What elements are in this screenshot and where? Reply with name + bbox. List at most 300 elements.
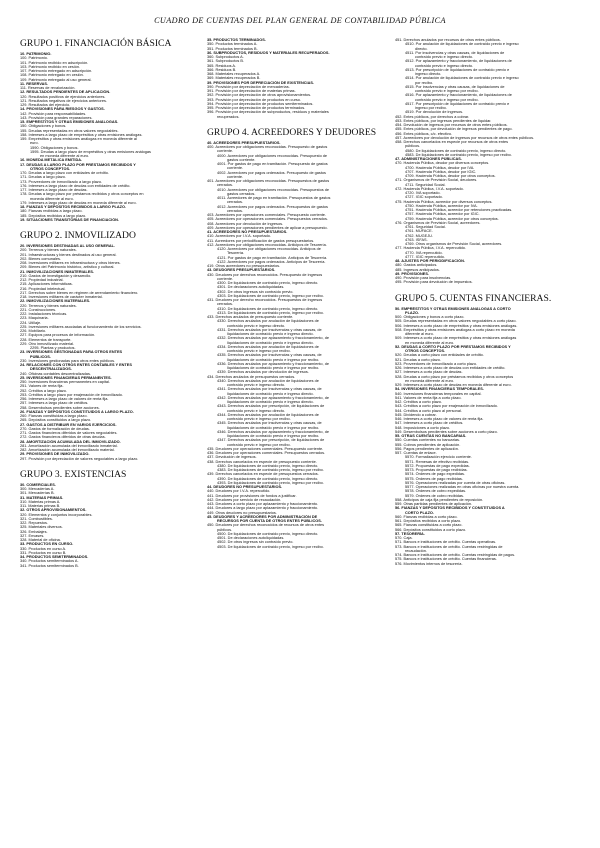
account-item: 5574. Órdenes de pago expedidas. (405, 472, 466, 477)
account-item: 4511. Por insolvencias y otras causas, de liquidaciones de (405, 50, 505, 55)
account-item: gastos cerrados. (227, 191, 256, 196)
account-item: 508. Empréstitos y otras emisiones análogas a corto plazo en moneda (395, 327, 515, 332)
group-heading: GRUPO 1. FINANCIACIÓN BÁSICA (20, 38, 172, 49)
account-item: 4727. IGIC soportado. (405, 195, 443, 200)
account-item: corriente. (227, 166, 244, 171)
account-item: 4344. Derechos anulados por anulación de liquidaciones de (217, 412, 319, 417)
account-item: 253. Créditos a largo plazo por enajenación de inmovilizado. (20, 392, 123, 397)
account-subgroup: 14. PROVISIONES PARA RIESGOS Y GASTOS. (20, 107, 105, 112)
account-item: 103. Patrimonio recibido en cesión. (20, 64, 81, 69)
account-item: 100. Patrimonio. (20, 56, 48, 61)
account-item: 4346. Derechos anulados por aplazamiento y fraccionamiento, de (217, 429, 329, 434)
account-item: 120. Resultados positivos de ejercicios anteriores. (20, 94, 106, 99)
account-item: liquidaciones de contraído previo e ingreso directo. (227, 332, 314, 336)
account-item: públicos. (217, 527, 233, 532)
account-item: 200. Terrenos y bienes naturales. (20, 248, 77, 253)
account-item: 4383. De liquidaciones de contraído previo, ingreso por recibo. (217, 468, 324, 472)
account-item: 4761. Seguridad Social. (405, 225, 446, 229)
account-item: 409. Acreedores por operaciones pendientes de aplicar a presupuesto. (207, 225, 328, 230)
account-item: gastos corriente. (227, 157, 256, 162)
account-item: 310. Materias primas A. (20, 499, 61, 504)
account-subgroup: 55. OTRAS CUENTAS NO BANCARIAS. (395, 434, 467, 438)
account-item: 4341. Derechos anulados por insolvencias y otras causas, de (217, 387, 322, 392)
account-item: 4380. De liquidaciones de contraído previo, ingreso directo. (217, 463, 319, 468)
account-item: 576. Movimientos internos de tesorería. (395, 561, 463, 566)
account-item: 548. Imposiciones a corto plazo. (395, 425, 451, 430)
account-item: 393. Provisión por depreciación de productos en curso. (207, 97, 302, 102)
account-item: 485. Ingresos anticipados. (395, 267, 440, 272)
account-item: ingreso por recibo. (415, 106, 447, 110)
account-item: 457. Acreedores por devolución de ingresos por recursos de otros entes públicos. (395, 135, 535, 140)
account-item: 4519. Por devolución de ingresos. (405, 110, 464, 115)
account-item: 5577. Operaciones realizadas en otras oficinas por nuestra cuenta. (405, 485, 520, 489)
account-item: en moneda diferente al euro. (405, 378, 455, 383)
account-item: 250. Inversiones financieras permanentes en capital. (20, 380, 110, 384)
account-item: 210. Gastos de investigación y desarrollo. (20, 273, 92, 278)
account-item: 546. Intereses a corto plazo de valores de renta fija. (395, 417, 484, 421)
account-item: liquidaciones de contraído previo e ingreso directo. (227, 400, 314, 404)
account-item: 271. Gastos financieros diferidos de valores negociables. (20, 431, 118, 435)
account-item: contraído previo e ingreso por recibo. (227, 349, 291, 353)
account-item: 403. Acreedores por operaciones comerciales. Presupuesto corriente. (207, 213, 327, 217)
account-subgroup: 33. PRODUCTOS EN CURSO. (20, 542, 74, 547)
account-item: 557. Cuentas de enlace. (395, 451, 437, 455)
account-item: contraído previo e ingreso directo. (227, 383, 286, 387)
account-subgroup: 23. INVERSIONES GESTIONADAS PARA OTROS ENTES (20, 350, 123, 355)
account-item: 4762. MUGEJU. (405, 233, 433, 238)
account-subgroup: 41. ACREEDORES NO PRESUPUESTARIOS. (207, 230, 288, 234)
account-item: 300. Mercaderías A. (20, 487, 55, 491)
account-item: 4001. Por gastos de pago en tramitación. Presupuesto de gastos (217, 162, 328, 166)
account-item: 391. Provisión por depreciación de materias primas. (207, 89, 296, 93)
account-subgroup: DESCENTRALIZADOS. (30, 367, 72, 372)
account-item: 215. Aplicaciones informáticas. (20, 282, 73, 287)
account-item: contraído previo e ingreso directo. (227, 408, 286, 413)
account-item: 560. Fianzas recibidas a corto plazo. (395, 514, 458, 519)
account-subgroup: 30. COMERCIALES. (20, 482, 56, 487)
account-item: 4012. Acreedores por pagos ordenados. Presupuestos de gastos (217, 204, 328, 209)
account-item: 5572. Propuestas de pago expedidas. (405, 463, 470, 468)
account-item: 101. Patrimonio recibido en adscripción. (20, 60, 89, 65)
account-subgroup: 44. DEUDORES NO PRESUPUESTARIOS. (207, 485, 283, 489)
account-subgroup: 39. PROVISIONES POR DEPRECIACIÓN DE EXISTENCIAS. (207, 80, 315, 85)
account-item: 1595. Deudas a largo plazo de empréstitos y otras emisiones análogas (30, 149, 151, 154)
account-item: 265. Depósitos constituidos a largo plazo. (20, 418, 92, 423)
account-item: 341. Productos semiterminados B. (20, 563, 79, 568)
account-item: 5570. Formalización ejercicio corriente. (405, 455, 472, 460)
account-item: 5578. Órdenes de cobro expedidas. (405, 489, 467, 494)
account-subgroup: 12. RESULTADOS PENDIENTES DE APLICACIÓN. (20, 90, 111, 95)
account-item: 142. Provisión para responsabilidades. (20, 111, 87, 116)
account-item: 4331. Derechos anulados por insolvencias y otras causas, de (217, 327, 322, 332)
group-heading: GRUPO 5. CUENTAS FINANCIERAS. (395, 292, 552, 304)
account-item: 472. Hacienda Pública, I.V.A. soportado. (395, 186, 464, 191)
account-item: 361. Subproductos B. (207, 59, 244, 64)
account-item: 411. Acreedores por periodificación de gastos presupuestarios. (207, 238, 315, 243)
account-item: 220. Terrenos y bienes naturales. (20, 303, 77, 308)
account-item: 369. Materiales recuperados B. (207, 76, 261, 81)
account-item: 4720. IVA soportado. (405, 191, 441, 195)
account-item: 396. Provisión por depreciación de subproductos, residuos y materiales (207, 110, 329, 115)
account-item: contraído previo e ingreso directo. (415, 55, 474, 59)
account-item: 4501. De declaraciones autoliquidadas. (217, 536, 285, 540)
account-item: contraído previo e ingreso por recibo. (227, 417, 291, 421)
account-item: liquidaciones de contraído previo e ingreso directo. (227, 340, 314, 345)
account-item: 225. Inversiones militares asociadas al funcionamiento de los servicios. (20, 324, 142, 329)
account-item: 221. Construcciones. (20, 307, 57, 312)
account-item: 4010. Acreedores por obligaciones reconocidas. Presupuestos de (217, 187, 329, 192)
account-item: 201. Infraestructuras y bienes destinados al uso general. (20, 252, 117, 257)
account-subgroup: 54. INVERSIONES FINANCIERAS TEMPORALES. (395, 387, 484, 392)
account-item: 559. Otras partidas pendientes de aplicación. (395, 502, 473, 506)
account-subgroup: 36. SUBPRODUCTOS, RESIDUOS Y MATERIALES RECUPERADOS. (207, 50, 330, 55)
account-item: 365. Residuos A. (207, 63, 237, 68)
account-item: contraído previo e ingreso directo. (227, 323, 286, 328)
account-item: 521. Deudas a corto plazo. (395, 357, 441, 362)
account-item: corriente. (217, 149, 234, 154)
account-item: 218. Inversiones militares de carácter inmaterial. (20, 295, 103, 299)
account-item: 224. Utillaje. (20, 320, 42, 325)
account-item: 4512. Por aplazamiento y fraccionamiento, de liquidaciones de (405, 59, 512, 64)
account-item: 351. Productos terminados B. (207, 46, 258, 51)
account-item: 159. Empréstitos y otras emisiones análogas en moneda diferente al (20, 137, 137, 141)
account-item: 328. Material de oficina. (20, 538, 61, 542)
account-item: 575. Bancos e instituciones de crédito. Cuentas financieras. (395, 557, 497, 562)
account-item: 176. Intereses a largo plazo de deudas con entidades de crédito. (20, 183, 131, 188)
account-item: 520. Deudas a corto plazo con entidades de crédito. (395, 353, 484, 358)
account-subgroup: 27. GASTOS A DISTRIBUIR EN VARIOS EJERCICIOS. (20, 422, 117, 427)
account-subgroup: 29. PROVISIONES DE INMOVILIZADO. (20, 452, 90, 457)
account-item: cerrados. (227, 208, 244, 213)
account-item: 4763. ISFAS. (405, 237, 428, 242)
account-item: 408. Acreedores por devolución de ingresos. (207, 221, 284, 226)
account-subgroup: 43. DEUDORES PRESUPUESTARIOS. (207, 268, 276, 273)
account-item: 4122. Acreedores por pagos ordenados. Anticipos de Tesorería. (217, 259, 326, 264)
account-item: 434. Derechos anulados de presupuestos cerrados. (207, 374, 296, 379)
account-item: 412. Acreedores por obligaciones reconocidas. Anticipos de Tesorería. (207, 242, 327, 247)
account-item: 4759. Hacienda Pública, acreedor por otros conceptos. (405, 216, 499, 221)
account-item: 4342. Derechos anulados por aplazamiento y fraccionamiento, de (217, 395, 329, 400)
account-item: 442. Deudores por servicio de recaudación. (207, 497, 282, 502)
account-item: 256. Intereses a largo plazo de valores de renta fija. (20, 397, 109, 401)
account-item: 4500. De liquidaciones de contraído previo, ingreso directo. (217, 531, 319, 536)
account-subgroup: RECURSOS POR CUENTA DE OTROS ENTES PÚBLICOS. (217, 519, 322, 523)
account-item: 430. Deudores por derechos reconocidos. Presupuesto de ingresos (207, 272, 323, 277)
account-subgroup: 32. OTROS APROVISIONAMIENTOS. (20, 508, 87, 513)
account-subgroup: 17. DEUDAS A LARGO PLAZO POR PRÉSTAMOS RECIBIDOS Y (20, 162, 136, 167)
account-item: liquidaciones de contraído previo e ingreso por recibo. (227, 357, 320, 362)
account-item: 476. Organismos de Previsión Social, acreedores. (395, 220, 481, 225)
account-item: cerrados. (227, 200, 244, 205)
account-item: 301. Mercaderías B. (20, 491, 55, 496)
account-item: liquidaciones de contraído previo e ingreso directo. (227, 391, 314, 396)
account-subgroup: 52. DEUDAS A CORTO PLAZO POR PRÉSTAMOS RECIBIDOS Y (395, 344, 511, 349)
account-item: 297. Provisión por depreciación de valores negociables a largo plazo. (20, 456, 139, 461)
account-item: 4514. Por anulación de liquidaciones de contraído previo e ingreso (405, 76, 519, 81)
account-item: 108. Patrimonio entregado en cesión. (20, 73, 84, 78)
account-item: 4516. Por aplazamiento y fraccionamiento, de liquidaciones de (405, 93, 512, 98)
account-item: públicos. (405, 144, 421, 149)
account-item: 405. Acreedores por operaciones comerciales. Presupuestos cerrados. (207, 217, 328, 222)
account-item: 547. Intereses a corto plazo de créditos. (395, 421, 464, 426)
account-item: 437. Devolución de ingresos. (207, 455, 257, 460)
group-heading: GRUPO 2. INMOVILIZADO (20, 230, 136, 241)
account-item: 366. Residuos B. (207, 67, 237, 72)
account-item: 4302. De otros ingresos sin contraído previo. (217, 289, 294, 294)
account-item: 545. Dividendo a cobrar. (395, 412, 437, 417)
account-item: 350. Productos terminados A. (207, 42, 258, 47)
account-item: 4517. Por prescripción de liquidaciones de contraído previo e (405, 101, 510, 106)
account-item: 111. Reservas de revalorización. (20, 86, 76, 90)
account-item: 330. Productos en curso A. (20, 546, 67, 551)
account-item: 455. Entes públicos, por devolución de ingresos pendientes de pago. (395, 127, 513, 132)
account-subgroup: 22. INMOVILIZACIONES MATERIALES. (20, 299, 91, 304)
account-item: 4300. De liquidaciones de contraído previo, ingreso directo. (217, 281, 319, 285)
account-item: 4580. De liquidaciones de contraído previo, ingreso directo. (405, 148, 507, 153)
account-item: 509. Intereses a corto plazo de empréstitos y otras emisiones análogas (395, 336, 517, 341)
account-item: 171. Deudas a largo plazo. (20, 175, 66, 180)
account-item: 321. Combustibles. (20, 516, 53, 521)
account-item: 540. Inversiones financieras temporales en capital. (395, 391, 482, 396)
account-item: 441. Deudores por provisiones de fondos a justificar. (207, 493, 297, 498)
account-item: 257. Intereses a largo plazo de créditos. (20, 401, 89, 406)
account-item: 4777. IGIC repercutido. (405, 254, 445, 259)
account-subgroup: 49. PROVISIONES. (395, 271, 429, 276)
account-item: 281. Amortización acumulada del inmovilizado inmaterial. (20, 443, 118, 448)
account-item: 178. Deudas a largo plazo por préstamos recibidos y otros conceptos en (20, 192, 144, 197)
account-item: 4503. De liquidaciones de contraído previo, ingreso por recibo. (217, 544, 324, 549)
account-item: directo. (415, 46, 428, 51)
account-item: 4770. IVA repercutido. (405, 250, 443, 255)
account-subgroup: 16. MONEDA METÁLICA EMITIDA. (20, 158, 83, 163)
account-item: 4334. Derechos anulados por anulación de liquidaciones de (217, 344, 319, 349)
account-item: 217. Derechos sobre bienes en régimen de arrendamiento financiero. (20, 290, 139, 295)
account-item: 470. Hacienda Pública, deudor por diversos conceptos. (395, 161, 490, 166)
account-item: 202. Bienes comunales. (20, 256, 62, 261)
account-item: 558. Anticipos de caja fija pendientes de reposición. (395, 497, 484, 502)
account-item: Tesorería. (227, 251, 245, 256)
account-item: 229. Otro inmovilizado material. (20, 341, 75, 346)
account-item: 4709. Hacienda Pública, deudor por otros conceptos. (405, 174, 496, 178)
account-item: 4332. Derechos anulados por aplazamiento y fraccionamiento, de (217, 336, 329, 341)
account-subgroup: 48. AJUSTES POR PERIODIFICACIÓN. (395, 259, 465, 263)
account-item: 228. Elementos de transporte. (20, 337, 72, 342)
account-item: 4011. Acreedores de pago en tramitación. Presupuestos de gastos (217, 196, 331, 200)
group-heading: GRUPO 3. EXISTENCIAS (20, 468, 127, 480)
account-item: 208. Inversiones militares en infraestructura y otros bienes. (20, 261, 121, 265)
account-item: 4335. Derechos anulados por insolvencias y otras causas, de (217, 353, 322, 358)
account-item: 270. Gastos de formalización de deudas. (20, 426, 90, 431)
account-item: 240. Oficinas contables descentralizadas. (20, 371, 91, 376)
account-item: 4700. Hacienda Pública, deudor por IVA. (405, 165, 475, 170)
account-item: 4343. Derechos anulados por prescripción, de liquidaciones de (217, 404, 325, 409)
account-item: contraído previo e ingreso por recibo. (227, 442, 291, 447)
account-subgroup: 11. RESERVAS. (20, 81, 49, 86)
account-item: 495. Provisión para devolución de impuestos. (395, 280, 473, 285)
account-item: 480. Gastos anticipados. (395, 263, 438, 268)
account-item: 260. Fianzas constituidas a largo plazo. (20, 414, 88, 418)
account-item: 4513. Por prescripción de liquidaciones de contraído previo e (405, 67, 510, 72)
account-subgroup: 15. EMPRÉSTITOS Y OTRAS EMISIONES ANÁLOGAS. (20, 120, 119, 124)
account-item: 500. Obligaciones y bonos a corto plazo. (395, 315, 465, 319)
account-item: 542. Créditos a corto plazo. (395, 400, 443, 404)
account-subgroup: 21. INMOVILIZACIONES INMATERIALES. (20, 269, 95, 274)
account-item: 320. Elementos y conjuntos incorporables. (20, 512, 93, 517)
account-item: contraído previo e ingreso por recibo. (415, 89, 479, 93)
account-subgroup: 47. ADMINISTRACIONES PÚBLICAS. (395, 157, 462, 161)
account-item: 419. Otros acreedores no presupuestarios. (207, 264, 281, 268)
account-item: 209. Bienes del Patrimonio histórico, artístico y cultural. (20, 265, 115, 270)
account-item: 451. Derechos anulados por recursos de otros entes públicos. (395, 38, 501, 42)
account-item: 4313. De liquidaciones de contraído previo, ingreso por recibo. (217, 310, 324, 315)
account-item: 326. Embalajes. (20, 529, 48, 534)
account-item: 570. Caja. (395, 536, 413, 540)
account-item: 4121. Por gastos de pago en tramitación. Anticipos de Tesorería. (217, 255, 328, 260)
account-item: en moneda diferente al euro. (40, 154, 90, 158)
account-item: 566. Depósitos constituidos a corto plazo. (395, 527, 467, 532)
account-item: 150. Obligaciones y bonos. (20, 124, 67, 129)
column-1 (20, 38, 210, 568)
account-item: 490. Provisión para insolvencias. (395, 276, 452, 280)
account-item: 527. Intereses a corto plazo de deudas. (395, 370, 463, 375)
account-item: 2295. Plantas y productos. (30, 346, 76, 350)
account-item: recaudación. (405, 548, 428, 553)
account-item: 400. Acreedores por obligaciones reconocidas. Presupuesto de gastos (207, 145, 328, 149)
account-item: 107. Patrimonio entregado en adscripción. (20, 69, 93, 73)
account-item: 4120. Acreedores por obligaciones reconocidas. Anticipos de (217, 247, 321, 251)
account-item: 180. Fianzas recibidas a largo plazo. (20, 209, 83, 214)
account-item: 431. Deudores por derecho reconocidos. Presupuestos de ingresos (207, 298, 323, 302)
account-item: 5579. Órdenes de cobro recibidas. (405, 493, 464, 498)
account-item: 453. Entes públicos, por ingresos pendientes de liquidar. (395, 118, 492, 123)
account-item: contraído previo e ingreso directo. (415, 63, 474, 68)
account-item: euro. (30, 141, 39, 146)
account-item: 4750. Hacienda Pública, acreedor por IVA. (405, 203, 478, 208)
account-item: 272. Gastos financieros diferidos de otras deudas. (20, 435, 106, 440)
account-item: 573. Bancos e instituciones de crédito. Cuentas restringidas de (395, 544, 503, 549)
account-item: 458. Derechos cancelados en especie por recursos de otros entes (395, 140, 509, 144)
account-item: 556. Pagos pendientes de aplicación. (395, 446, 459, 451)
account-item: 4000. Acreedores por obligaciones reconocidas. Presupuesto de (217, 153, 328, 158)
account-item: 258. Desembolsos pendientes sobre acciones. (20, 405, 100, 410)
account-item: 311. Materias primas B. (20, 504, 61, 508)
account-item: 177. Intereses a largo plazo de deudas. (20, 188, 88, 192)
account-item: 452. Entes públicos, por derechos a cobrar. (395, 114, 470, 119)
account-item: 4761. MUFACE. (405, 229, 433, 234)
account-item: 226. Mobiliario. (20, 329, 47, 333)
account-item: 561. Depósitos recibidos a corto plazo. (395, 519, 462, 523)
account-item: 433. Derechos anulados de presupuesto corriente. (207, 315, 294, 319)
account-item: 170. Deudas a largo plazo con entidades de crédito. (20, 171, 109, 175)
account-item: 477. Hacienda Pública, I.V.A. repercutido. (395, 246, 467, 251)
account-item: 252. Créditos a largo plazo. (20, 388, 68, 393)
account-item: 549. Desembolsos pendientes sobre acciones a corto plazo. (395, 429, 498, 434)
account-item: 410. Acreedores por I.V.A. soportado. (207, 234, 271, 239)
account-item: 5573. Propuestas de pago recibidas. (405, 468, 468, 472)
account-item: moneda diferente al euro. (30, 196, 74, 201)
account-item: 4390. De liquidaciones de contraído previo, ingreso directo. (217, 476, 319, 481)
account-item: 5571. Remesas de efectivo recibidas. (405, 459, 470, 464)
account-item: 555. Cobros pendientes de aplicación. (395, 442, 461, 447)
account-item: 4340. Derechos anulados por anulación de liquidaciones de (217, 378, 319, 383)
account-item: 543. Créditos a corto plazo por enajenación de inmovilizado. (395, 404, 498, 409)
account-item: 4330. Derechos anulados por anulación de liquidaciones de (217, 319, 319, 324)
account-item: 449. Otros deudores no presupuestarios. (207, 510, 277, 515)
account-subgroup: 57. TESORERÍA. (395, 531, 425, 536)
account-item: 158. Intereses a largo plazo de empréstitos y otras emisiones análogas. (20, 132, 143, 137)
account-item: 212. Propiedad industrial. (20, 278, 64, 282)
account-item: 544. Créditos a corto plazo al personal. (395, 408, 462, 413)
account-item: liquidaciones de contraído previo e ingreso por recibo. (227, 425, 320, 430)
account-item: 438. Derechos cancelados en especie de presupuesto corriente. (207, 459, 317, 464)
account-item: 251. Valores de renta fija. (20, 384, 64, 389)
account-item: 4303. De liquidaciones de contraído previo, ingreso por recibo. (217, 293, 324, 298)
column-2 (207, 38, 397, 549)
account-item: 475. Hacienda Pública, acreedor por diversos conceptos. (395, 199, 493, 204)
account-subgroup: OTROS CONCEPTOS. (405, 349, 446, 353)
account-item: 4345. Derechos anulados por insolvencias y otras causas, de (217, 421, 322, 426)
account-item: cerrados. (217, 183, 234, 188)
account-item: 565. Fianzas constituidas a corto plazo. (395, 523, 463, 528)
account-item: 394. Provisión por depreciación de productos semiterminados. (207, 101, 314, 106)
account-item: 471. Organismos de Previsión Social, deudores. (395, 178, 478, 183)
account-item: corriente. (217, 276, 234, 281)
account-item: 230. Inversiones gestionadas para otros entes públicos. (20, 358, 116, 363)
account-subgroup: 24. RELACIONES CON OTROS ENTES CONTABLES Y ENTES (20, 363, 132, 367)
account-item: por recibo. (415, 80, 434, 85)
group-heading: GRUPO 4. ACREEDORES Y DEUDORES (207, 126, 377, 138)
account-item: 325. Materiales diversos. (20, 525, 63, 530)
account-item: 390. Provisión por depreciación de mercaderías. (207, 84, 290, 89)
account-subgroup: 40. ACREEDORES PRESUPUESTARIOS. (207, 140, 281, 145)
account-item: 5575. Órdenes de pago recibidas. (405, 476, 463, 481)
account-subgroup: 10. PATRIMONIO. (20, 52, 52, 56)
account-item: 327. Envases. (20, 533, 45, 538)
account-item: 4339. Derechos anulados por devolución de ingresos. (217, 370, 309, 375)
account-item: 223. Maquinaria. (20, 316, 49, 321)
account-subgroup: 18. FIANZAS Y DEPÓSITOS RECIBIDOS A LARGO PLAZO. (20, 205, 127, 209)
account-subgroup: PÚBLICOS. (30, 354, 51, 359)
account-item: corriente. (227, 174, 244, 179)
account-item: cerrados. (217, 302, 234, 307)
account-item: 440. Deudores por I.V.A. repercutido. (207, 489, 271, 494)
account-item: en moneda diferente al euro. (405, 340, 455, 345)
account-item: 1590. Obligaciones y bonos. (30, 145, 79, 150)
account-item: contraído previo e ingreso por recibo. (415, 97, 479, 102)
account-item: 4393. De liquidaciones de contraído previo, ingreso por recibo. (217, 480, 324, 485)
account-item: 401. Acreedores por obligaciones reconocidas. Presupuestos de gastos (207, 179, 330, 183)
account-item: ingreso directo. (415, 72, 442, 76)
account-item: 450. Deudores por derechos reconocidos de recursos de otros entes (207, 523, 325, 528)
account-item: 456. Entes públicos, c/c. efectivo. (395, 131, 453, 136)
account-item: 4301. De declaraciones autoliquidadas. (217, 285, 285, 290)
account-item: liquidaciones de contraído previo e ingreso por recibo. (227, 366, 320, 370)
account-item: 4347. Derechos anulados por prescripción, de liquidaciones de (217, 438, 325, 443)
account-subgroup: 31. MATERIAS PRIMAS. (20, 495, 64, 500)
account-subgroup: 20. INVERSIONES DESTINADAS AL USO GENERAL. (20, 244, 116, 248)
account-item: 523. Proveedores de inmovilizado a corto plazo. (395, 361, 478, 366)
account-item: 216. Propiedad intelectual. (20, 286, 66, 291)
account-item: 4510. Por anulación de liquidaciones de contraído previo e ingreso (405, 42, 519, 47)
account-subgroup: PLAZO. (405, 310, 420, 315)
account-item: 360. Subproductos A. (207, 55, 244, 59)
account-item: 4502. De otros ingresos sin contraído previo. (217, 540, 294, 545)
account-item: 4310. De liquidaciones de contraído previo, ingreso directo. (217, 306, 319, 311)
account-item: 5576. Operaciones realizadas por cuenta de otras oficinas. (405, 480, 506, 485)
account-item: diferente al euro. (405, 332, 434, 336)
account-item: 340. Productos semiterminados A. (20, 559, 79, 564)
account-item: 506. Intereses a corto plazo de empréstitos y otras emisiones análogas. (395, 323, 518, 328)
